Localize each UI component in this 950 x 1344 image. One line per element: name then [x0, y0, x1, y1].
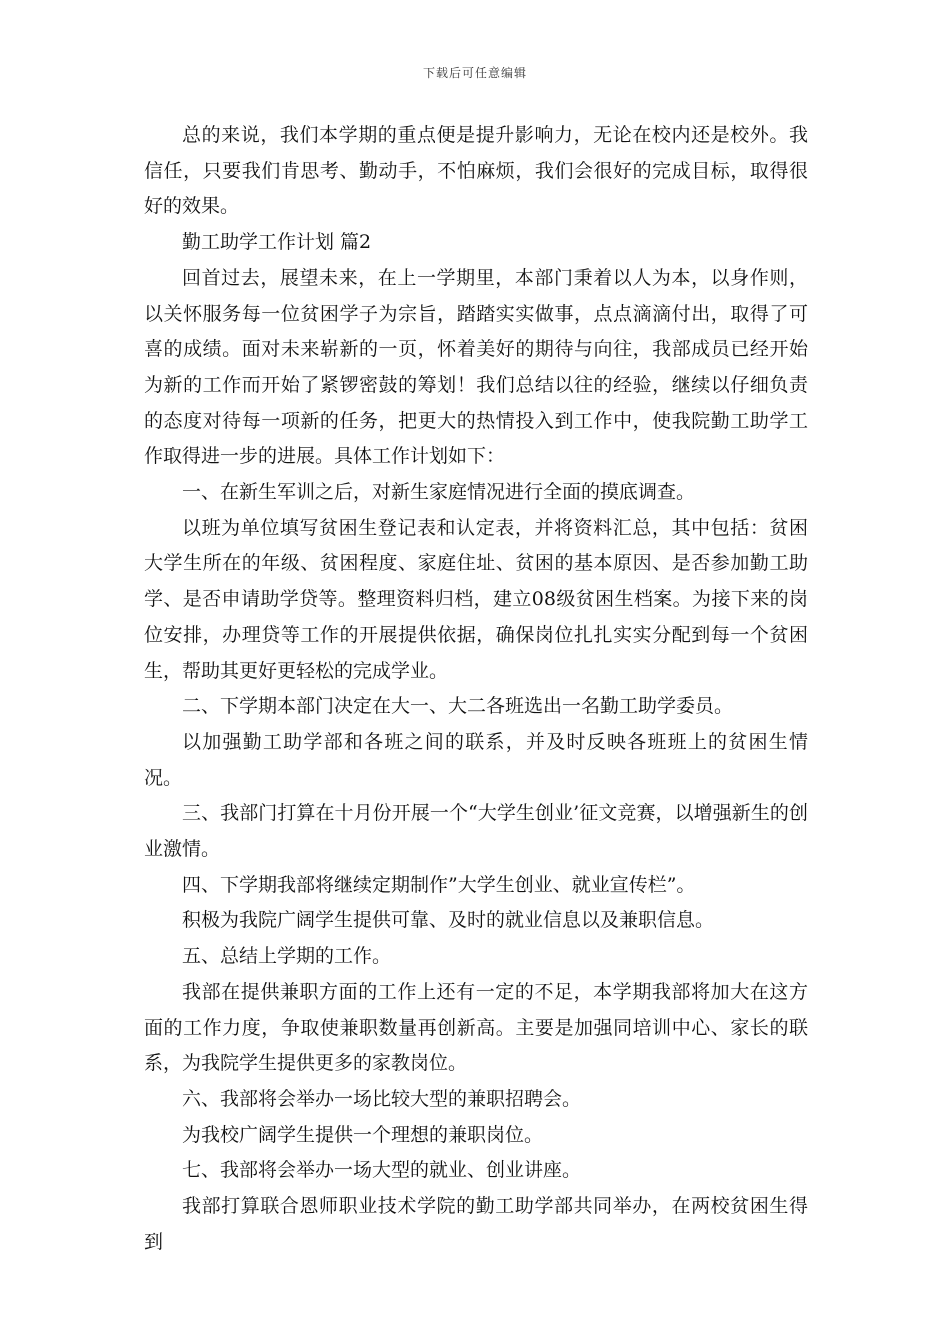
- document-body: [144, 118, 808, 1261]
- paragraph: 积极为我院广阔学生提供可靠、及时的就业信息以及兼职信息。: [182, 909, 715, 932]
- paragraph: 我部在提供兼职方面的工作上还有一定的不足，本学期我部将加大在这方面的工作力度，争取使兼职数量再创新高。主要是加强同培训中心、家长的联系，为我院学生提供更多的家教岗位。: [144, 980, 808, 1075]
- paragraph: 总的来说，我们本学期的重点便是提升影响力，无论在校内还是校外。我信任，只要我们肯思考、勤动手，不怕麻烦，我们会很好的完成目标，取得很好的效果。: [144, 124, 808, 218]
- list-item-heading: 六、我部将会举办一场比较大型的兼职招聘会。: [182, 1087, 582, 1110]
- list-item-heading: 七、我部将会举办一场大型的就业、创业讲座。: [182, 1159, 582, 1182]
- list-item-heading: 五、总结上学期的工作。: [182, 945, 392, 968]
- list-item-heading: 二、下学期本部门决定在大一、大二各班选出一名勤工助学委员。: [182, 695, 734, 718]
- paragraph: 以加强勤工助学部和各班之间的联系，并及时反映各班班上的贫困生情况。: [144, 730, 808, 789]
- section-heading: 勤工助学工作计划 篇2: [182, 231, 372, 254]
- list-item-heading: 三、我部门打算在十月份开展一个“大学生创业’征文竞赛，以增强新生的创业激情。: [144, 802, 808, 861]
- list-item-heading: 四、下学期我部将继续定期制作”大学生创业、就业宣传栏”。: [182, 873, 696, 896]
- paragraph: 我部打算联合恩师职业技术学院的勤工助学部共同举办，在两校贫困生得到: [144, 1195, 808, 1253]
- paragraph: 以班为单位填写贫困生登记表和认定表，并将资料汇总，其中包括：贫困大学生所在的年级、贫困程度、家庭住址、贫困的基本原因、是否参加勤工助学、是否申请助学贷等。整理资料归档，建立08级贫困生档案。为接下来的岗位安排，办理贷等工作的开展提供依据，确保岗位扎扎实实分配到每一个贫困生，帮助其更好更轻松的完成学业。: [144, 516, 808, 682]
- paragraph: 为我校广阔学生提供一个理想的兼职岗位。: [182, 1123, 544, 1146]
- list-item-heading: 一、在新生军训之后，对新生家庭情况进行全面的摸底调查。: [182, 481, 696, 504]
- paragraph: 回首过去，展望未来，在上一学期里，本部门秉着以人为本，以身作则，以关怀服务每一位贫困学子为宗旨，踏踏实实做事，点点滴滴付出，取得了可喜的成绩。面对未来崭新的一页，怀着美好的期待与向往，我部成员已经开始为新的工作而开始了紧锣密鼓的筹划！我们总结以往的经验，继续以仔细负责的态度对待每一项新的任务，把更大的热情投入到工作中，使我院勤工助学工作取得进一步的进展。具体工作计划如下：: [144, 266, 808, 468]
- header-note: 下载后可任意编辑: [422, 66, 527, 80]
